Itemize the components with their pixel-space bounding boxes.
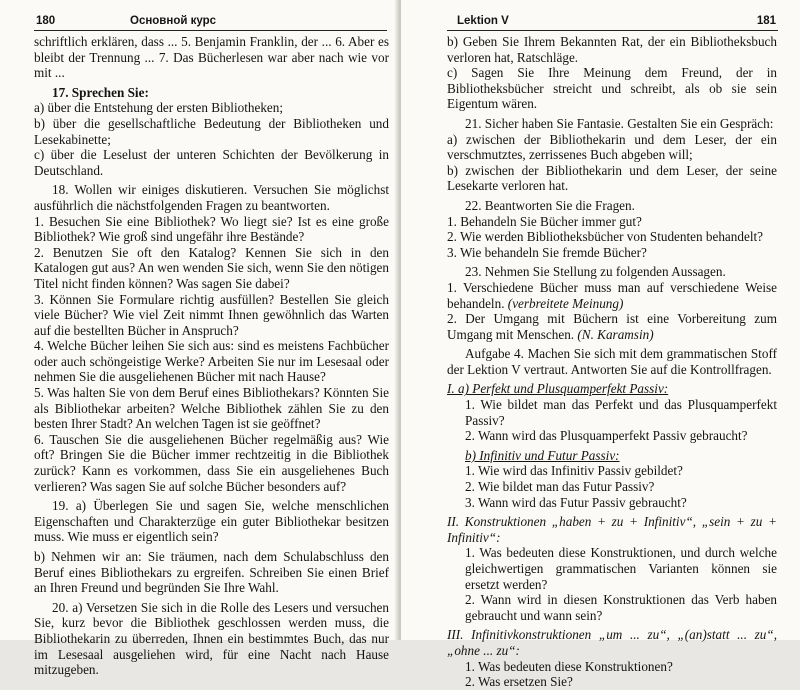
question: 3. Können Sie Formulare richtig ausfüllen? Bestellen Sie gleich viele Bücher? Wie viel Zeit nimmt Ihnen gewöhnlich das Warten auf die bestellten Bücher in Anspruch? — [34, 291, 389, 338]
statement — [447, 311, 777, 342]
grammar-topic: b) Infinitiv und Futur Passiv: — [465, 447, 620, 463]
control-question: 1. Was bedeuten diese Konstruktionen? — [465, 658, 673, 674]
control-question: 2. Wie bildet man das Futur Passiv? — [465, 479, 655, 495]
list-item: a) über die Entstehung der ersten Bibliotheken; — [34, 100, 284, 116]
left-page — [0, 0, 399, 678]
list-item: c) über die Leselust der unteren Schichten der Bevölkerung in Deutschland. — [34, 147, 389, 178]
exercise-heading — [34, 85, 389, 101]
right-page — [401, 0, 800, 690]
exercise-intro: 23. Nehmen Sie Stellung zu folgenden Aussagen. — [465, 264, 726, 280]
statement-text: 1. Verschiedene Bücher muss man auf verschiedene Weise behandeln. — [447, 279, 777, 311]
exercise-title: 17. Sprechen Sie: — [52, 84, 149, 100]
control-question: 1. Was bedeuten diese Konstruktionen, und durch welche gleichwertigen grammatischen Varianten können sie ersetzt werden? — [465, 545, 777, 592]
grammar-topic: III. Infinitivkonstruktionen „um ... zu“, „(an)statt ... zu“, „ohne ... zu“: — [447, 627, 777, 658]
grammar-subheading — [447, 448, 777, 464]
grammar-topic: I. a) Perfekt und Plusquamperfekt Passiv: — [447, 381, 669, 397]
task-intro: Aufgabe 4. Machen Sie sich mit dem grammatischen Stoff der Lektion V vertraut. Antworten Sie auf die Kontrollfragen. — [447, 346, 777, 377]
list-item: a) zwischen der Bibliothekarin und dem Leser, der ein verschmutztes, zerrissenes Buch abgeben will; — [447, 131, 777, 163]
question: 1. Besuchen Sie eine Bibliothek? Wo liegt sie? Ist es eine große Bibliothek? Wie groß sind ungefähr ihre Bestände? — [34, 213, 389, 245]
control-question: 1. Wie bildet man das Perfekt und das Plusquamperfekt Passiv? — [465, 397, 777, 428]
exercise-intro: 21. Sicher haben Sie Fantasie. Gestalten Sie ein Gespräch: — [465, 115, 774, 131]
exercise-intro: 19. a) Überlegen Sie und sagen Sie, welche menschlichen Eigenschaften und Charakterzüge ein guter Bibliothekar besitzen muss. Wie muss er eigentlich sein? — [34, 498, 389, 545]
statement-source: (verbreitete Meinung) — [507, 295, 624, 311]
question: 3. Wie behandeln Sie fremde Bücher? — [447, 244, 647, 260]
left-page-body — [34, 34, 389, 678]
page-number: 181 — [756, 15, 776, 27]
exercise-intro: 20. a) Versetzen Sie sich in die Rolle des Lesers und versuchen Sie, kurz bevor die Bibliothek geschlossen werden muss, die Bibliothekarin zu überreden, Ihnen ein bestimmtes Buch, das nur im Lesesaal ausgeliehen wird, für eine Nacht nach Hause mitzugeben. — [34, 599, 389, 678]
question: 2. Benutzen Sie oft den Katalog? Kennen Sie sich in den Katalogen gut aus? An wen wenden Sie sich, wenn Sie den nötigen Titel nicht finden können? Was sagen Sie dabei? — [34, 244, 389, 291]
question: 4. Welche Bücher leihen Sie sich aus: sind es meistens Fachbücher oder auch schöngeistige Werke? Arbeiten Sie nur im Lesesaal oder nehmen Sie die ausgeliehenen Bücher mit nach Hause? — [34, 338, 389, 385]
exercise-intro: 22. Beantworten Sie die Fragen. — [465, 197, 635, 213]
question: 1. Behandeln Sie Bücher immer gut? — [447, 213, 642, 229]
question: 2. Wie werden Bibliotheksbücher von Studenten behandelt? — [447, 229, 764, 245]
list-item: b) über die gesellschaftliche Bedeutung der Bibliotheken und Lesekabinette; — [34, 115, 389, 147]
right-page-body — [447, 34, 777, 690]
page-number: 180 — [36, 15, 56, 27]
running-head: Основной курс — [130, 15, 217, 27]
grammar-topic: II. Konstruktionen „haben + zu + Infinitiv“, „sein + zu + Infinitiv“: — [447, 514, 777, 545]
right-page-header — [447, 8, 778, 31]
list-item: b) zwischen der Bibliothekarin und dem Leser, der seine Lesekarte verloren hat. — [447, 162, 777, 194]
grammar-section-heading — [447, 381, 777, 397]
left-page-header — [34, 8, 387, 31]
exercise-intro: 18. Wollen wir einiges diskutieren. Versuchen Sie möglichst ausführlich die nächstfolgenden Fragen zu beantworten. — [34, 182, 389, 213]
statement — [447, 280, 777, 311]
question: 6. Tauschen Sie die ausgeliehenen Bücher regelmäßig aus? Wie oft? Bringen Sie die Bücher immer rechtzeitig in die Bibliothek zurück? Kann es vorkommen, dass Sie ein ausgeliehenes Buch verlieren? Was sagen Sie auf solche Bücher besonders auf? — [34, 431, 389, 494]
control-question: 3. Wann wird das Futur Passiv gebraucht? — [465, 494, 687, 510]
control-question: 2. Was ersetzen Sie? — [465, 674, 573, 690]
statement-text: 2. Der Umgang mit Büchern ist eine Vorbereitung zum Umgang mit Menschen. — [447, 311, 777, 342]
control-question: 2. Wann wird das Plusquamperfekt Passiv gebraucht? — [465, 428, 748, 444]
paragraph: c) Sagen Sie Ihre Meinung dem Freund, der in Bibliotheksbücher streicht und schreibt, als ob sie sein Eigentum wären. — [447, 65, 777, 112]
running-head: Lektion V — [457, 15, 509, 27]
grammar-section-heading — [447, 627, 777, 658]
grammar-section-heading — [447, 514, 777, 545]
question: 5. Was halten Sie von dem Beruf eines Bibliothekars? Könnten Sie als Bibliothekar arbeiten? Welche Bibliothek zählen Sie zu den besten Ihrer Stadt? An welchen Tagen ist sie geöffnet? — [34, 385, 389, 432]
control-question: 2. Wann wird in diesen Konstruktionen das Verb haben gebraucht und wann sein? — [465, 592, 777, 623]
paragraph: schriftlich erklären, dass ... 5. Benjamin Franklin, der ... 6. Aber es bleibt der Trennung ... 7. Das Bücherlesen war aber nach wie vor mit ... — [34, 34, 389, 81]
statement-source: (N. Karamsin) — [577, 326, 654, 342]
paragraph: b) Geben Sie Ihrem Bekannten Rat, der ein Bibliotheksbuch verloren hat, Ratschläge. — [447, 34, 777, 65]
paragraph: b) Nehmen wir an: Sie träumen, nach dem Schulabschluss den Beruf eines Bibliothekars zu ergreifen. Schreiben Sie einen Brief an Ihren Freund und begründen Sie Ihre Wahl. — [34, 549, 389, 596]
control-question: 1. Wie wird das Infinitiv Passiv gebildet? — [465, 463, 683, 479]
